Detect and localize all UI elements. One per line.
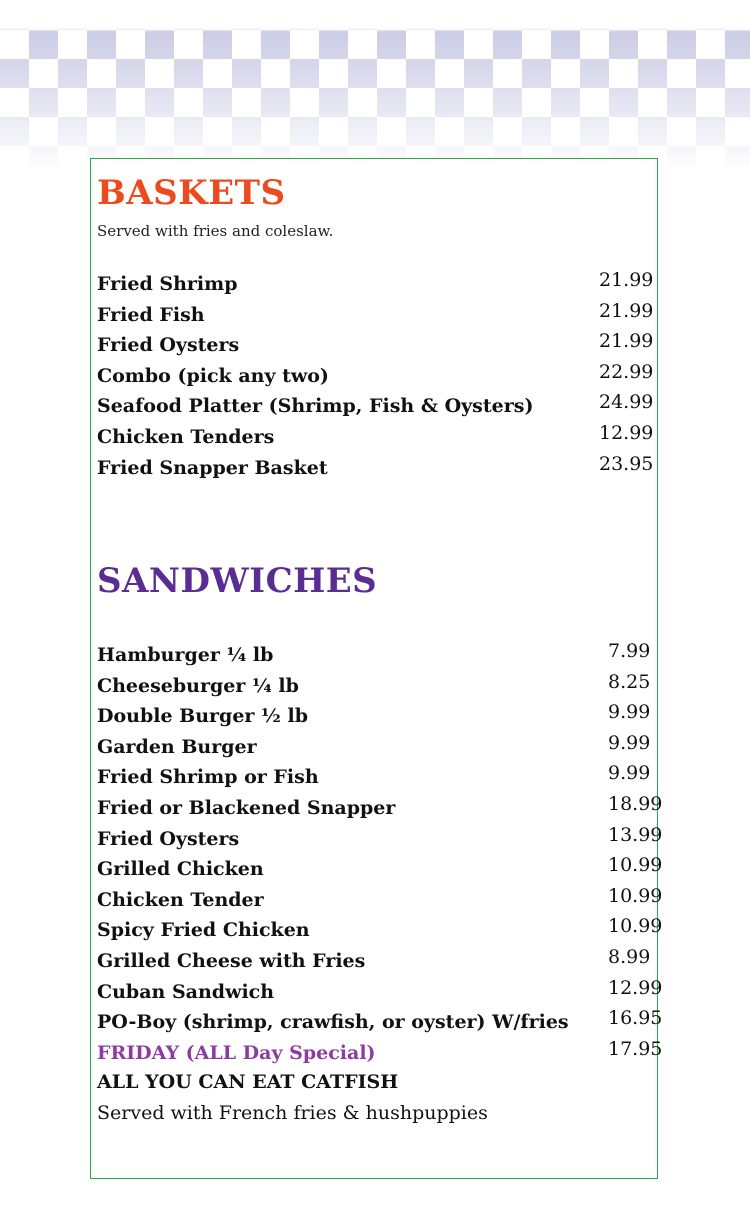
- item-name: Seafood Platter (Shrimp, Fish & Oysters): [97, 395, 534, 418]
- menu-item: [97, 421, 657, 455]
- menu-item: [97, 299, 657, 333]
- item-name: Cheeseburger ¼ lb: [97, 674, 299, 697]
- menu-item: [97, 703, 657, 734]
- menu-item: [97, 884, 663, 918]
- menu-item: [97, 271, 657, 302]
- sandwiches-list: [97, 640, 663, 1070]
- menu-item: [97, 976, 663, 1010]
- item-price: 12.99: [599, 421, 654, 444]
- item-price: 17.95: [608, 1037, 663, 1060]
- item-name: Garden Burger: [97, 735, 257, 758]
- item-name: Fried or Blackened Snapper: [97, 796, 396, 819]
- item-name: Combo (pick any two): [97, 364, 329, 387]
- item-price: 18.99: [608, 792, 663, 815]
- menu-item: [97, 670, 657, 704]
- item-name: Fried Oysters: [97, 334, 240, 357]
- catfish-special-line: ALL YOU CAN EAT CATFISH: [97, 1071, 399, 1093]
- item-price: 16.95: [608, 1007, 663, 1030]
- item-price: 7.99: [608, 640, 651, 662]
- item-name: Chicken Tenders: [97, 425, 275, 448]
- item-price: 21.99: [599, 299, 654, 322]
- item-name: Fried Oysters: [97, 827, 240, 850]
- menu-item: [97, 792, 663, 826]
- menu-item: [97, 915, 663, 948]
- item-price: 10.99: [608, 915, 663, 938]
- item-name: PO-Boy (shrimp, crawfish, or oyster) W/fries: [97, 1011, 569, 1034]
- item-price: 12.99: [608, 976, 663, 999]
- menu-item: [97, 332, 657, 363]
- item-price: 21.99: [599, 330, 654, 353]
- item-price: 8.25: [608, 670, 651, 693]
- item-price: 9.99: [608, 762, 651, 785]
- item-price: 22.99: [599, 360, 654, 383]
- item-name: Hamburger ¼ lb: [97, 644, 274, 666]
- menu-item: [97, 642, 657, 673]
- item-price: 21.99: [599, 269, 654, 291]
- item-name: Spicy Fried Chicken: [97, 919, 310, 942]
- menu-item: [97, 360, 657, 394]
- menu-item: [97, 393, 657, 424]
- item-price: 24.99: [599, 391, 654, 414]
- item-price: 13.99: [608, 823, 663, 846]
- menu-item: [97, 452, 657, 486]
- item-name: Fried Shrimp: [97, 273, 238, 295]
- item-name: Grilled Cheese with Fries: [97, 949, 366, 972]
- item-name: FRIDAY (ALL Day Special): [97, 1041, 376, 1064]
- baskets-subtitle: Served with fries and coleslaw.: [97, 222, 334, 240]
- menu-panel: [90, 158, 663, 1179]
- item-price: 10.99: [608, 854, 663, 877]
- item-price: 9.99: [608, 731, 651, 754]
- checkered-header-pattern: [0, 0, 750, 175]
- catfish-special-note: Served with French fries & hushpuppies: [97, 1102, 488, 1124]
- item-name: Cuban Sandwich: [97, 980, 275, 1003]
- item-name: Fried Snapper Basket: [97, 456, 328, 479]
- menu-item: [97, 764, 657, 795]
- friday-special-item: [97, 1037, 663, 1071]
- item-name: Grilled Chicken: [97, 858, 264, 881]
- sandwiches-heading: SANDWICHES: [97, 561, 378, 601]
- menu-item: [97, 1007, 663, 1040]
- item-price: 23.95: [599, 452, 654, 475]
- item-price: 10.99: [608, 884, 663, 907]
- item-name: Double Burger ½ lb: [97, 705, 308, 728]
- menu-item: [97, 823, 663, 857]
- item-name: Fried Fish: [97, 303, 205, 326]
- item-price: 9.99: [608, 701, 651, 724]
- item-name: Chicken Tender: [97, 888, 264, 911]
- menu-item: [97, 731, 657, 765]
- baskets-heading: BASKETS: [97, 173, 286, 213]
- menu-item: [97, 854, 663, 887]
- baskets-list: [97, 271, 657, 485]
- menu-item: [97, 945, 657, 979]
- item-price: 8.99: [608, 945, 651, 968]
- item-name: Fried Shrimp or Fish: [97, 766, 319, 789]
